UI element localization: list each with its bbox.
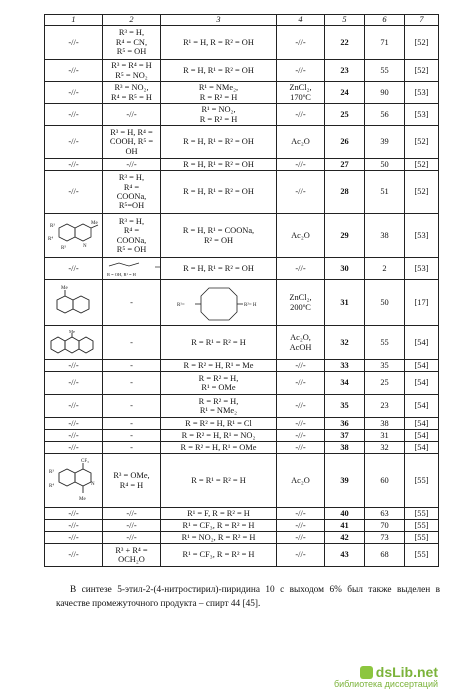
- header-cell: 1: [45, 15, 103, 26]
- table-row: [45, 418, 439, 430]
- table-row: [45, 508, 439, 520]
- table-row: [45, 258, 439, 280]
- structure-cell: -//-: [45, 159, 103, 171]
- reagent-cell: R = R² = H, R¹ = Cl: [161, 418, 277, 430]
- ref-cell: [54]: [405, 418, 439, 430]
- styryl-structure-drawing: [105, 260, 161, 278]
- yield-cell: 60: [365, 454, 405, 508]
- crown-ether-structure-drawing: [171, 282, 267, 324]
- conditions-cell: -//-: [277, 430, 325, 442]
- ref-cell: [52]: [405, 171, 439, 214]
- yield-cell: 32: [365, 442, 405, 454]
- yield-cell: 2: [365, 258, 405, 280]
- yield-cell: 35: [365, 360, 405, 372]
- ref-cell: [55]: [405, 508, 439, 520]
- conditions-cell: -//-: [277, 442, 325, 454]
- compound-cell: 23: [325, 60, 365, 82]
- header-cell: 7: [405, 15, 439, 26]
- conditions-cell: -//-: [277, 395, 325, 418]
- substituents-drawing-cell: [103, 258, 161, 280]
- header-cell: 2: [103, 15, 161, 26]
- yield-cell: 73: [365, 532, 405, 544]
- ref-cell: [52]: [405, 26, 439, 60]
- substituents-cell: R³ + R⁴ = OCH₂O: [103, 544, 161, 567]
- watermark-brand: [334, 664, 438, 680]
- structure-cell: -//-: [45, 171, 103, 214]
- watermark-subtitle: библиотека диссертаций: [333, 679, 438, 689]
- label: R⁴: [48, 236, 54, 242]
- ref-cell: [53]: [405, 104, 439, 126]
- compound-cell: 34: [325, 372, 365, 395]
- table-row: [45, 395, 439, 418]
- table-row: [45, 326, 439, 360]
- yield-cell: 63: [365, 508, 405, 520]
- yield-cell: 38: [365, 418, 405, 430]
- reagent-cell: R = R² = H, R¹ = NO₂: [161, 430, 277, 442]
- reagent-cell: R = H, R¹ = R² = OH: [161, 60, 277, 82]
- ref-cell: [54]: [405, 326, 439, 360]
- yield-cell: 51: [365, 171, 405, 214]
- structure-cell: -//-: [45, 258, 103, 280]
- compound-cell: 28: [325, 171, 365, 214]
- structure-drawing-cell: [45, 280, 103, 326]
- compound-cell: 35: [325, 395, 365, 418]
- conditions-cell: -//-: [277, 159, 325, 171]
- header-cell: 3: [161, 15, 277, 26]
- table-row: [45, 126, 439, 159]
- ref-cell: [52]: [405, 126, 439, 159]
- label: R⁴: [49, 483, 55, 489]
- compound-cell: 33: [325, 360, 365, 372]
- body-paragraph: В синтезе 5-этил-2-(4-нитростирил)-пиридина 10 с выходом 6% был также выделен в качестве промежуточного продукта – спирт 44 [45].: [56, 585, 440, 609]
- substituents-cell: R³ = NO₂, R⁴ = R⁵ = H: [103, 82, 161, 104]
- substituents-cell: -: [103, 360, 161, 372]
- yield-cell: 90: [365, 82, 405, 104]
- acridine-structure-drawing: [47, 328, 101, 358]
- substituents-cell: -: [103, 418, 161, 430]
- watermark: [334, 664, 438, 689]
- conditions-cell: Ac₂O: [277, 214, 325, 258]
- compound-cell: 29: [325, 214, 365, 258]
- yield-cell: 31: [365, 430, 405, 442]
- data-table: [44, 14, 439, 567]
- watermark-brand-text: dsLib.net: [375, 664, 438, 680]
- compound-cell: 30: [325, 258, 365, 280]
- yield-cell: 71: [365, 26, 405, 60]
- structure-drawing-cell: [45, 214, 103, 258]
- structure-drawing-cell: [45, 326, 103, 360]
- table-row: [45, 171, 439, 214]
- table-row: [45, 372, 439, 395]
- structure-cell: -//-: [45, 60, 103, 82]
- reagent-drawing-cell: [161, 280, 277, 326]
- structure-cell: -//-: [45, 395, 103, 418]
- yield-cell: 23: [365, 395, 405, 418]
- conditions-cell: -//-: [277, 258, 325, 280]
- structure-cell: -//-: [45, 372, 103, 395]
- table-row: [45, 442, 439, 454]
- conditions-cell: -//-: [277, 360, 325, 372]
- reagent-cell: R = R² = H, R¹ = OMe: [161, 372, 277, 395]
- substituents-cell: -//-: [103, 159, 161, 171]
- label: R³: [49, 469, 54, 475]
- yield-cell: 68: [365, 544, 405, 567]
- substituents-cell: -: [103, 430, 161, 442]
- yield-cell: 55: [365, 326, 405, 360]
- ref-cell: [52]: [405, 60, 439, 82]
- yield-cell: 50: [365, 280, 405, 326]
- compound-cell: 22: [325, 26, 365, 60]
- label: R = OH, R¹ = H: [107, 271, 136, 277]
- table-row: [45, 214, 439, 258]
- table-row: [45, 454, 439, 508]
- table-header-row: [45, 15, 439, 26]
- table-row: [45, 82, 439, 104]
- dslib-logo-icon: [360, 666, 373, 679]
- yield-cell: 50: [365, 159, 405, 171]
- ref-cell: [55]: [405, 454, 439, 508]
- conditions-cell: -//-: [277, 532, 325, 544]
- ref-cell: [55]: [405, 532, 439, 544]
- substituents-cell: -: [103, 280, 161, 326]
- conditions-cell: Ac₂O: [277, 126, 325, 159]
- yield-cell: 25: [365, 372, 405, 395]
- ref-cell: [53]: [405, 214, 439, 258]
- label: R¹=: [176, 302, 185, 308]
- reagent-cell: R¹ = NO₂, R = R² = H: [161, 104, 277, 126]
- conditions-cell: Ac₂O: [277, 454, 325, 508]
- ref-cell: [55]: [405, 520, 439, 532]
- substituents-cell: R³ = OMe, R⁴ = H: [103, 454, 161, 508]
- conditions-cell: -//-: [277, 418, 325, 430]
- reagent-cell: R = H, R¹ = R² = OH: [161, 258, 277, 280]
- yield-cell: 39: [365, 126, 405, 159]
- label: N: [83, 243, 87, 249]
- ref-cell: [54]: [405, 372, 439, 395]
- reagent-cell: R = R¹ = R² = H: [161, 326, 277, 360]
- compound-cell: 43: [325, 544, 365, 567]
- compound-cell: 31: [325, 280, 365, 326]
- reagent-cell: R = H, R¹ = R² = OH: [161, 126, 277, 159]
- reagent-cell: R = R² = H, R¹ = OMe: [161, 442, 277, 454]
- compound-cell: 37: [325, 430, 365, 442]
- ref-cell: [55]: [405, 544, 439, 567]
- conditions-cell: -//-: [277, 171, 325, 214]
- header-cell: 6: [365, 15, 405, 26]
- substituents-cell: R³ = H, R⁴ = COONa, R⁵=OH: [103, 171, 161, 214]
- conditions-cell: -//-: [277, 26, 325, 60]
- substituents-cell: R³ = R⁴ = H R⁵ = NO₂: [103, 60, 161, 82]
- substituents-cell: -//-: [103, 104, 161, 126]
- ref-cell: [17]: [405, 280, 439, 326]
- conditions-cell: ZnCl₂, 200ºC: [277, 280, 325, 326]
- compound-cell: 36: [325, 418, 365, 430]
- yield-cell: 38: [365, 214, 405, 258]
- structure-cell: -//-: [45, 26, 103, 60]
- reagent-cell: R = R¹ = R² = H: [161, 454, 277, 508]
- table-row: [45, 532, 439, 544]
- label: Me: [69, 328, 75, 334]
- table-row: [45, 544, 439, 567]
- label: Me: [60, 285, 68, 291]
- structure-cell: -//-: [45, 532, 103, 544]
- label: R³: [50, 223, 55, 229]
- quinoline-structure-drawing: [47, 216, 101, 256]
- ref-cell: [54]: [405, 395, 439, 418]
- structure-cell: -//-: [45, 126, 103, 159]
- structure-drawing-cell: [45, 454, 103, 508]
- reagent-cell: R = H, R¹ = R² = OH: [161, 171, 277, 214]
- conditions-cell: Ac₂O, AcOH: [277, 326, 325, 360]
- reagent-cell: R = R² = H, R¹ = NMe₂: [161, 395, 277, 418]
- yield-cell: 56: [365, 104, 405, 126]
- table-row: [45, 430, 439, 442]
- conditions-cell: -//-: [277, 372, 325, 395]
- label: R⁵: [61, 245, 67, 251]
- ref-cell: [53]: [405, 82, 439, 104]
- conditions-cell: -//-: [277, 544, 325, 567]
- header-cell: 5: [325, 15, 365, 26]
- compound-cell: 42: [325, 532, 365, 544]
- yield-cell: 55: [365, 60, 405, 82]
- table-row: [45, 26, 439, 60]
- conditions-cell: -//-: [277, 508, 325, 520]
- reagent-cell: R¹ = CF₃, R = R² = H: [161, 544, 277, 567]
- substituents-cell: -//-: [103, 508, 161, 520]
- compound-cell: 39: [325, 454, 365, 508]
- structure-cell: -//-: [45, 442, 103, 454]
- conditions-cell: -//-: [277, 520, 325, 532]
- compound-cell: 27: [325, 159, 365, 171]
- table-row: [45, 159, 439, 171]
- table-row: [45, 104, 439, 126]
- table-row: [45, 360, 439, 372]
- substituents-cell: -: [103, 395, 161, 418]
- substituents-cell: -: [103, 372, 161, 395]
- conditions-cell: -//-: [277, 104, 325, 126]
- label: Me: [91, 220, 98, 226]
- table-row: [45, 520, 439, 532]
- conditions-cell: ZnCl₂, 170ºC: [277, 82, 325, 104]
- yield-cell: 70: [365, 520, 405, 532]
- ref-cell: [54]: [405, 360, 439, 372]
- methylquinoline-structure-drawing: [49, 282, 99, 324]
- conditions-cell: -//-: [277, 60, 325, 82]
- ref-cell: [54]: [405, 430, 439, 442]
- reagent-cell: R¹ = CF₃, R = R² = H: [161, 520, 277, 532]
- substituents-cell: -//-: [103, 520, 161, 532]
- reagent-cell: R¹ = NO₂, R = R² = H: [161, 532, 277, 544]
- structure-cell: -//-: [45, 544, 103, 567]
- compound-cell: 40: [325, 508, 365, 520]
- reagent-cell: R = R² = H, R¹ = Me: [161, 360, 277, 372]
- label: R²= H: [243, 302, 257, 308]
- structure-cell: -//-: [45, 104, 103, 126]
- substituents-cell: -: [103, 326, 161, 360]
- structure-cell: -//-: [45, 82, 103, 104]
- structure-cell: -//-: [45, 430, 103, 442]
- substituents-cell: -: [103, 442, 161, 454]
- label: Me: [79, 496, 86, 502]
- compound-cell: 25: [325, 104, 365, 126]
- structure-cell: -//-: [45, 360, 103, 372]
- ref-cell: [53]: [405, 258, 439, 280]
- compound-cell: 41: [325, 520, 365, 532]
- header-cell: 4: [277, 15, 325, 26]
- isoquinoline-structure-drawing: [47, 455, 101, 507]
- ref-cell: [52]: [405, 159, 439, 171]
- structure-cell: -//-: [45, 508, 103, 520]
- table-row: [45, 60, 439, 82]
- substituents-cell: -//-: [103, 532, 161, 544]
- table-row: [45, 280, 439, 326]
- compound-cell: 32: [325, 326, 365, 360]
- reagent-cell: R¹ = F, R = R² = H: [161, 508, 277, 520]
- structure-cell: -//-: [45, 520, 103, 532]
- compound-cell: 38: [325, 442, 365, 454]
- substituents-cell: R³ = H, R⁴ = COOH, R⁵ = OH: [103, 126, 161, 159]
- substituents-cell: R³ = H, R⁴ = CN, R⁵ = OH: [103, 26, 161, 60]
- reagent-cell: R = H, R¹ = R² = OH: [161, 159, 277, 171]
- compound-cell: 26: [325, 126, 365, 159]
- label: N: [91, 481, 95, 487]
- reagent-cell: R = H, R¹ = COONa, R² = OH: [161, 214, 277, 258]
- label: CF₃: [81, 458, 89, 464]
- reagent-cell: R¹ = NMe₂, R = R² = H: [161, 82, 277, 104]
- reagent-cell: R¹ = H, R = R² = OH: [161, 26, 277, 60]
- ref-cell: [54]: [405, 442, 439, 454]
- compound-cell: 24: [325, 82, 365, 104]
- structure-cell: -//-: [45, 418, 103, 430]
- substituents-cell: R³ = H, R⁴ = COONa, R⁵ = OH: [103, 214, 161, 258]
